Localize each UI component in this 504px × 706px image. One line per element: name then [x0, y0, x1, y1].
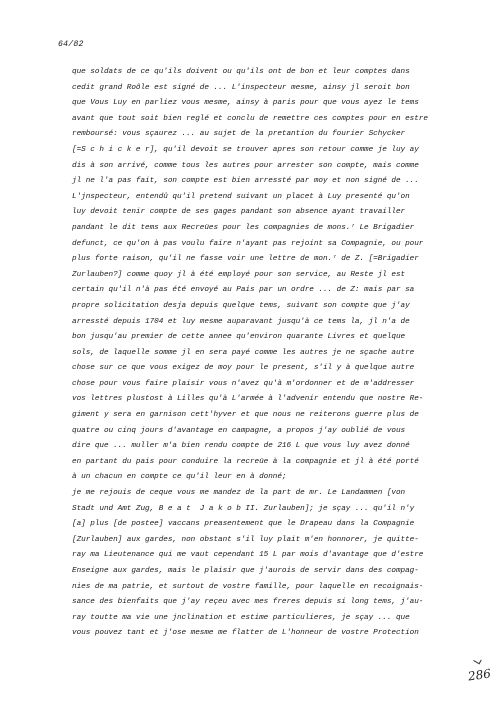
text-line: je me rejouis de ceque vous me mandez de la part de mr. Le Landammen [von: [72, 489, 406, 498]
text-line: pandant le dit tems aux Recreües pour les compagnies de mons.ʳ Le Brigadier: [72, 223, 415, 232]
text-line: avant que tout soit bien reglé et conclu de remettre ces comptes pour en estre: [72, 114, 428, 123]
text-line: chose pour vous faire plaisir vous n'avez qu'à m'ordonner et de m'addresser: [72, 379, 415, 388]
text-line: ray ma Lieutenance qui me vaut cependant 15 L par mois d'avantage que d'estre: [72, 551, 424, 560]
text-line: certain qu'il n'à pas été envoyé au Pais par un ordre ... de Z: mais par sa: [72, 286, 415, 295]
text-line: sols, de laquelle somme jl en sera payé comme les autres je ne sçache autre: [72, 348, 415, 357]
text-line: luy devoit tenir compte de ses gages pandant son absence ayant travailler: [72, 208, 406, 217]
text-line: sance des bienfaits que j'ay reçeu avec mes freres depuis si long tems, j'au-: [72, 598, 424, 607]
text-line: Stadt und Amt Zug, B e a t J a k o b II. Zurlauben]; je sçay ... qu'il n'y: [72, 504, 415, 513]
text-line: remboursé: vous sçaurez ... au sujet de la pretantion du fourier Schycker: [72, 130, 406, 139]
page-number: 64/82: [58, 40, 84, 49]
text-line: vous pouvez tant et j'ose mesme me flatter de L'honneur de vostre Protection: [72, 629, 419, 638]
folio-number: 286: [467, 666, 492, 684]
text-line: chose sur ce que vous exigez de moy pour le present, s'il y à quelque autre: [72, 364, 415, 373]
text-line: L'jnspecteur, entendû qu'il pretend suivant un placet à Luy presenté qu'on: [72, 192, 410, 201]
text-line: nies de ma patrie, et surtout de vostre famille, pour laquelle en recoignais-: [72, 582, 424, 591]
text-line: propre solicitation desja depuis quelque tems, suivant son compte que j'ay: [72, 301, 410, 310]
text-line: plus forte raison, qu'il ne fasse voir une lettre de mon.ʳ de Z. [=Brigadier: [72, 255, 419, 264]
text-line: jl ne l'a pas fait, son compte est bien arressté par moy et non signé de ...: [72, 177, 419, 186]
text-line: en partant du pais pour conduire la recreüe à la compagnie et jl à été porté: [72, 457, 419, 466]
text-line: quatre ou cinq jours d'avantage en campagne, a propos j'ay oublié de vous: [72, 426, 406, 435]
text-line: [=S c h i c k e r], qu'il devoit se trouver apres son retour comme je luy ay: [72, 145, 419, 154]
text-line: [a] plus [de postee] vaccans preasentement que le Drapeau dans la Compagnie: [72, 520, 415, 529]
text-line: cedit grand Roôle est signé de ... L'inspecteur mesme, ainsy jl seroit bon: [72, 83, 410, 92]
text-line: [Zurlauben] aux gardes, non obstant s'il luy plait m'en honnorer, je quitte-: [72, 535, 419, 544]
text-line: ray toutte ma vie une jnclination et estime particulieres, je sçay ... que: [72, 613, 410, 622]
text-line: dis à son arrivé, comme tous les autres pour arrester son compte, mais comme: [72, 161, 419, 170]
text-line: arressté depuis 1704 et luy mesme auparavant jusqu'à ce tems la, jl n'a de: [72, 317, 410, 326]
text-line: Zurlauben?] comme quoy jl à été employé pour son service, au Reste jl est: [72, 270, 406, 279]
text-line: vos lettres plustost à Lilles qu'à L'armée à l'advenir entendu que nostre Re-: [72, 395, 424, 404]
text-line: que soldats de ce qu'ils doivent ou qu'ils ont de bon et leur comptes dans: [72, 68, 410, 76]
text-line: bon jusqu'au premier de cette annee qu'environ quarante Livres et quelque: [72, 333, 406, 342]
text-line: à un chacun en compte ce qu'il leur en à donné;: [72, 473, 287, 482]
letter-body: [72, 65, 492, 642]
text-line: dire que ... muller m'a bien rendu compte de 216 L que vous luy avez donné: [72, 442, 410, 451]
text-line: Enseigne aux gardes, mais le plaisir que j'aurois de servir dans des compag-: [72, 567, 419, 575]
text-line: que Vous Luy en parliez vous mesme, ainsy à paris pour que vous ayez le tems: [72, 99, 419, 108]
text-line: defunct, ce qu'on à pas voulu faire n'ayant pas rejoint sa Compagnie, ou pour: [72, 239, 424, 248]
text-line: giment y sera en garnison cett'hyver et que nous ne reiterons guerre plus de: [72, 411, 419, 420]
folio-check-mark: [473, 657, 482, 665]
